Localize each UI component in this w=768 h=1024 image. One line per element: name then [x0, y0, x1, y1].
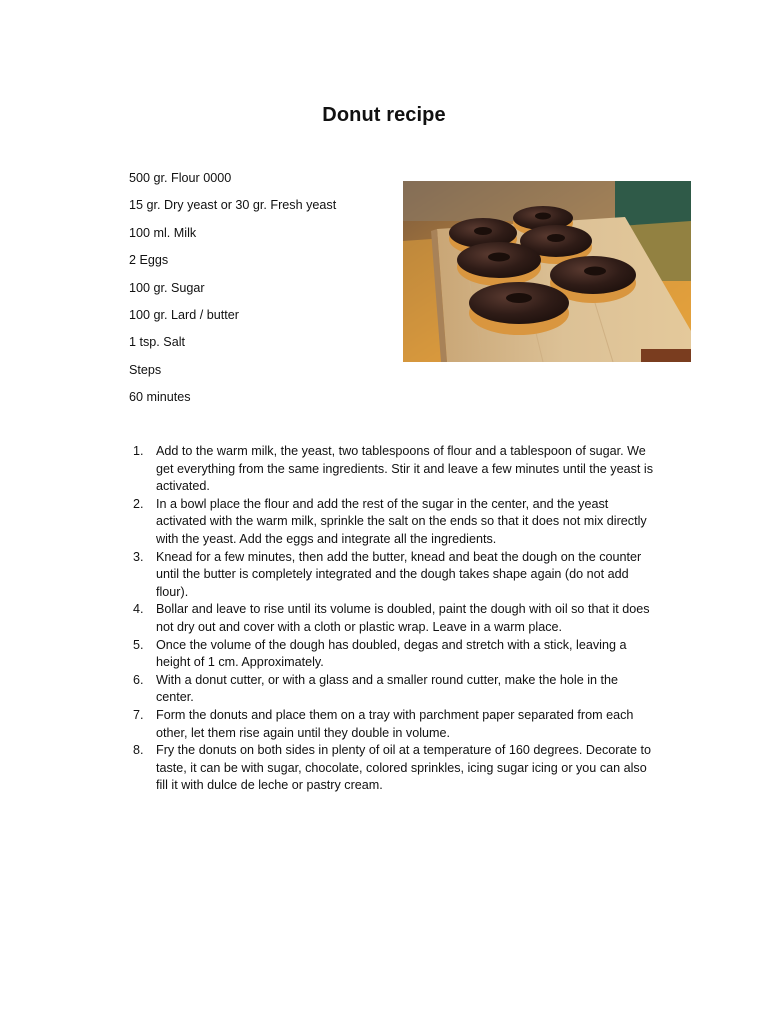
list-item: 15 gr. Dry yeast or 30 gr. Fresh yeast: [129, 198, 337, 213]
step-text: Fry the donuts on both sides in plenty of oil at a temperature of 160 degrees. Decorate to taste, it can be with sugar, chocolate, colored sprinkles, icing sugar icing or you can also fill it with dulce de leche or pastry cream.: [156, 743, 651, 793]
list-item: 100 ml. Milk: [129, 225, 197, 240]
list-item: [129, 601, 659, 636]
step-text: Bollar and leave to rise until its volume is doubled, paint the dough with oil so that it does not dry out and cover with a cloth or plastic wrap. Leave in a warm place.: [156, 602, 650, 634]
list-item: [129, 443, 659, 496]
page-title: Donut recipe: [322, 104, 446, 126]
step-text: Once the volume of the dough has doubled, degas and stretch with a stick, leaving a height of 1 cm. Approximately.: [156, 637, 627, 670]
duration-label: 60 minutes: [129, 390, 191, 405]
steps-label: Steps: [129, 362, 162, 377]
list-item: 100 gr. Sugar: [129, 280, 205, 295]
step-text: In a bowl place the flour and add the rest of the sugar in the center, and the yeast activated with the warm milk, sprinkle the salt on the ends so that it does not mix directly with the yeast. Add the eggs and integrate all the ingredients.: [156, 496, 647, 546]
step-number: 8.: [133, 743, 144, 758]
ingredient-list: [129, 168, 389, 415]
donut-front: [469, 282, 569, 335]
step-number: 2.: [133, 496, 144, 511]
list-item: [129, 742, 659, 795]
step-number: 1.: [133, 444, 144, 458]
step-number: 3.: [133, 549, 144, 564]
step-number: 5.: [133, 637, 144, 652]
donut-mid-left: [457, 242, 541, 286]
step-number: 6.: [133, 672, 144, 687]
step-text: Add to the warm milk, the yeast, two tablespoons of flour and a tablespoon of sugar. We get everything from the same ingredients. Stir it and leave a few minutes until the yeast is activated.: [156, 444, 654, 494]
steps-list: [129, 443, 659, 795]
list-item: 100 gr. Lard / butter: [129, 307, 239, 322]
step-text: Form the donuts and place them on a tray with parchment paper separated from each other, let them rise again until they double in volume.: [156, 707, 634, 740]
list-item: [129, 496, 659, 549]
list-item: [129, 637, 659, 672]
list-item: 500 gr. Flour 0000: [129, 171, 232, 185]
list-item: [129, 707, 659, 742]
step-text: Knead for a few minutes, then add the butter, knead and beat the dough on the counter until the butter is completely integrated and the dough takes shape again (do not add flour).: [156, 549, 642, 599]
list-item: [129, 672, 659, 707]
donut-photo: [403, 181, 691, 362]
list-item: [129, 549, 659, 602]
list-item: 1 tsp. Salt: [129, 335, 186, 350]
step-number: 4.: [133, 602, 144, 617]
step-text: With a donut cutter, or with a glass and a smaller round cutter, make the hole in the center.: [156, 672, 619, 705]
list-item: 2 Eggs: [129, 253, 169, 268]
step-number: 7.: [133, 707, 144, 722]
